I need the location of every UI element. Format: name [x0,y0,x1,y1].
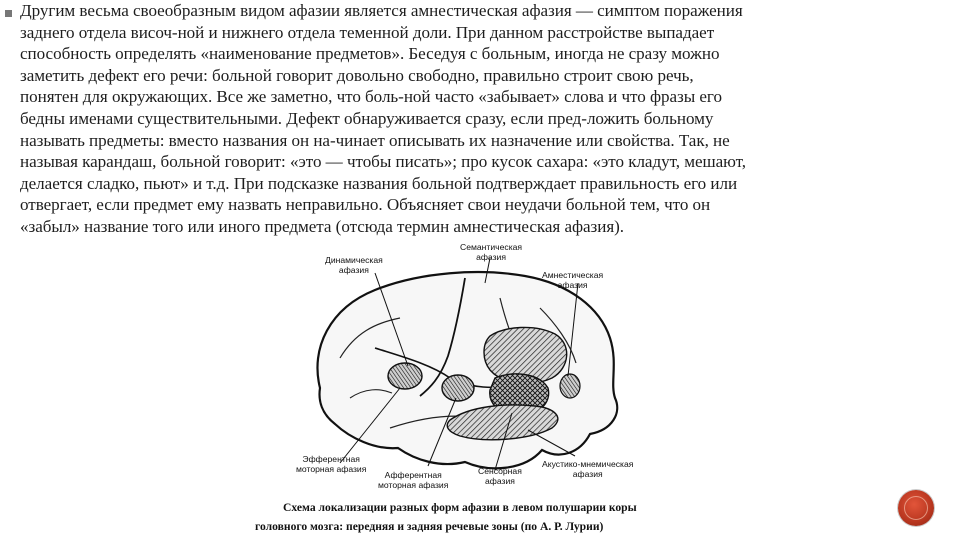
paragraph-line: бедны именами существительными. Дефект обнаруживается сразу, если пред-ложить больному [20,108,714,128]
paragraph-line: заднего отдела височ-ной и нижнего отдела теменной доли. При данном расстройстве выпадает [20,22,715,42]
label-afferent-aphasia: Афферентная моторная афазия [378,470,449,490]
label-amnestic-aphasia: Амнестическая афазия [542,270,604,290]
paragraph-line: способность определять «наименование предметов». Беседуя с больным, иногда не сразу можно [20,44,720,64]
label-acoustic-aphasia: Акустико-мнемическая афазия [542,459,634,479]
paragraph-line: заметить дефект его речи: больной говорит довольно свободно, правильно строит свою речь, [20,65,694,85]
label-efferent-aphasia: Эфферентная моторная афазия [296,454,367,474]
label-dynamic-aphasia: Динамическая афазия [325,255,383,275]
body-paragraph [20,0,945,238]
bullet-marker [5,10,12,17]
brain-diagram [280,238,680,540]
logo-icon [898,490,934,526]
paragraph-line: отвергает, если предмет ему назвать неправильно. Объясняет свои неудачи больной тем, что он [20,195,711,215]
paragraph-line: называя карандаш, больной говорит: «это — чтобы писать»; про кусок сахара: «это кладут, мешают, [20,152,746,172]
region-amnestic [560,374,580,398]
paragraph-line: делается сладко, пьют» и т.д. При подсказке названия больной подтверждает правильность его или [20,173,738,193]
paragraph-line: понятен для окружающих. Все же заметно, что боль-ной часто «забывает» слова и что фразы его [20,87,722,107]
label-sensory-aphasia: Сенсорная афазия [478,466,522,486]
brain-figure [280,238,680,540]
label-semantic-aphasia: Семантическая афазия [460,242,523,262]
paragraph-line: называть предметы: вместо названия он на-чинает описывать их назначение или свойства. Так, не [20,130,730,150]
paragraph-line: Другим весьма своеобразным видом афазии является амнестическая афазия — симптом поражения [20,1,743,20]
figure-caption-line-1: Схема локализации разных форм афазии в левом полушарии коры [283,501,637,514]
region-afferent [442,375,474,401]
figure-caption-line-2: головного мозга: передняя и задняя речевые зоны (по А. Р. Лурии) [255,520,604,533]
brain-outline [317,272,617,468]
region-efferent [388,363,422,389]
paragraph-line: «забыл» название того или иного предмета (отсюда термин амнестическая афазия). [20,216,625,236]
